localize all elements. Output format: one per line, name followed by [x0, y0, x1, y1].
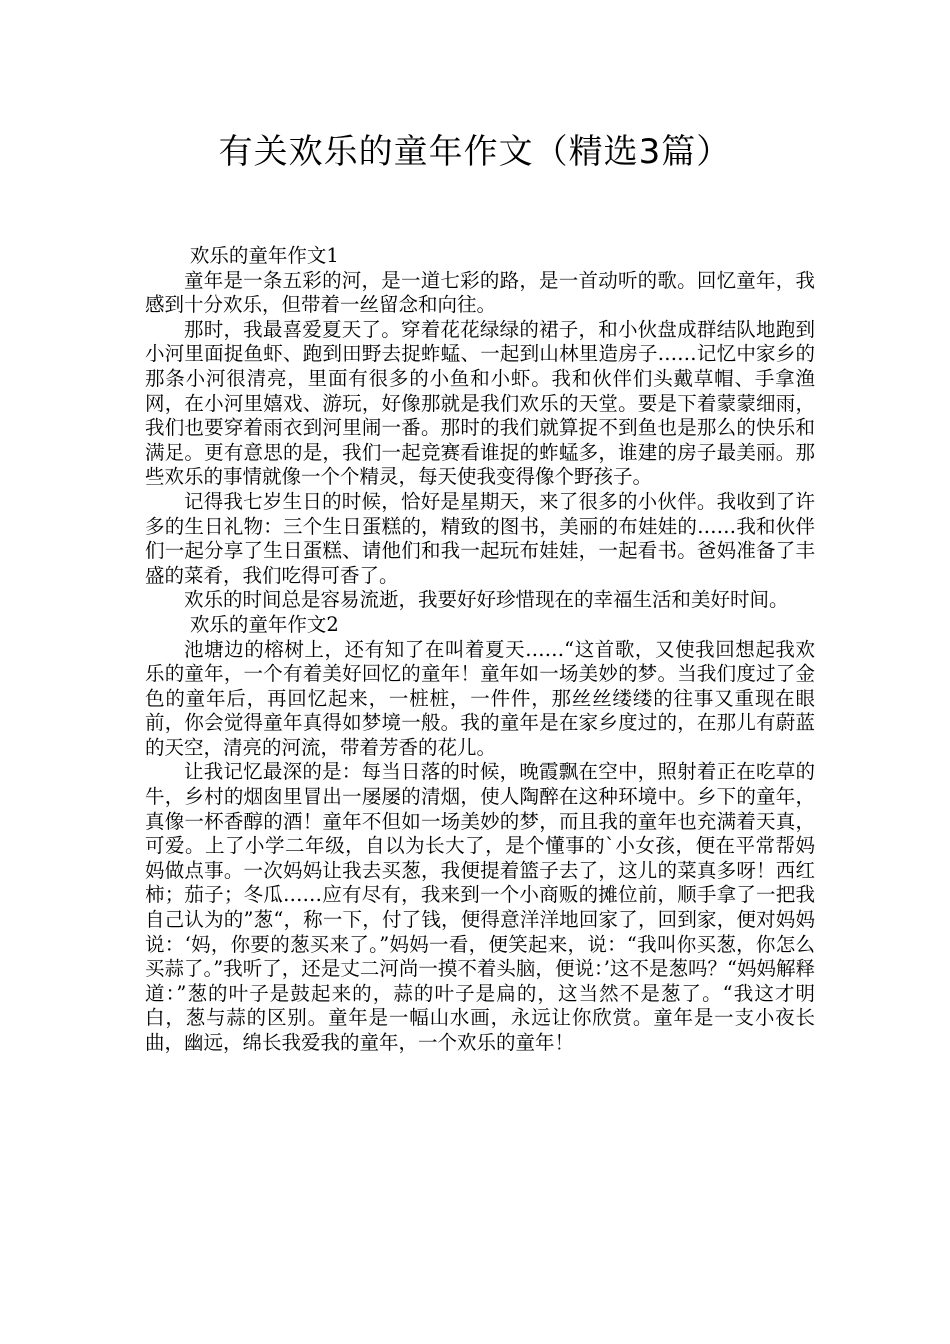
paragraph: 欢乐的时间总是容易流逝，我要好好珍惜现在的幸福生活和美好时间。: [184, 588, 789, 612]
paragraph: 让我记忆最深的是：每当日落的时候，晚霞飘在空中，照射着正在吃草的牛，乡村的烟囱里冒出一屡屡的清烟，使人陶醉在这种环境中。乡下的童年，真像一杯香醇的酒！童年不但如一场美妙的梦，而且我的童年也充满着天真，可爱。上了小学二年级，自以为长大了，是个懂事的`小女孩，便在平常帮妈妈做点事。一次妈妈让我去买葱，我便提着篮子去了，这儿的菜真多呀！西红柿；茄子；冬瓜……应有尽有，我来到一个小商贩的摊位前，顺手拿了一把我自己认为的”葱“，称一下，付了钱，便得意洋洋地回家了，回到家，便对妈妈说：‘妈，你要的葱买来了。”妈妈一看，便笑起来，说：“我叫你买葱，你怎么买蒜了。”我听了，还是丈二河尚一摸不着头脑，便说：’这不是葱吗？“妈妈解释道：”葱的叶子是鼓起来的，蒜的叶子是扁的，这当然不是葱了。“我这才明白，葱与蒜的区别。童年是一幅山水画，永远让你欣赏。童年是一支小夜长曲，幽远，绵长我爱我的童年，一个欢乐的童年！: [145, 760, 815, 1054]
paragraph: 池塘边的榕树上，还有知了在叫着夏天……“这首歌，又使我回想起我欢乐的童年，一个有着美好回忆的童年！童年如一场美妙的梦。当我们度过了金色的童年后，再回忆起来，一桩桩，一件件，那丝丝缕缕的往事又重现在眼前，你会觉得童年真得如梦境一般。我的童年是在家乡度过的，在那儿有蔚蓝的天空，清亮的河流，带着芳香的花儿。: [145, 637, 815, 759]
section-heading: 欢乐的童年作文1: [189, 244, 339, 267]
document-title: 有关欢乐的童年作文（精选3篇）: [218, 132, 732, 172]
section-heading: 欢乐的童年作文2: [189, 612, 339, 636]
document-body: [145, 244, 815, 1056]
paragraph: 童年是一条五彩的河，是一道七彩的路，是一首动听的歌。回忆童年，我感到十分欢乐，但带着一丝留念和向往。: [145, 268, 815, 317]
paragraph: 那时，我最喜爱夏天了。穿着花花绿绿的裙子，和小伙盘成群结队地跑到小河里面捉鱼虾、跑到田野去捉蚱蜢、一起到山林里造房子……记忆中家乡的那条小河很清亮，里面有很多的小鱼和小虾。我和伙伴们头戴草帽、手拿渔网，在小河里嬉戏、游玩，好像那就是我们欢乐的天堂。要是下着蒙蒙细雨，我们也要穿着雨衣到河里闹一番。那时的我们就算捉不到鱼也是那么的快乐和满足。更有意思的是，我们一起竞赛看谁捉的蚱蜢多，谁建的房子最美丽。那些欢乐的事情就像一个个精灵，每天使我变得像个野孩子。: [145, 317, 815, 489]
paragraph: 记得我七岁生日的时候，恰好是星期天，来了很多的小伙伴。我收到了许多的生日礼物：三个生日蛋糕的，精致的图书，美丽的布娃娃的……我和伙伴们一起分享了生日蛋糕、请他们和我一起玩布娃娃，一起看书。爸妈准备了丰盛的菜肴，我们吃得可香了。: [145, 489, 815, 587]
